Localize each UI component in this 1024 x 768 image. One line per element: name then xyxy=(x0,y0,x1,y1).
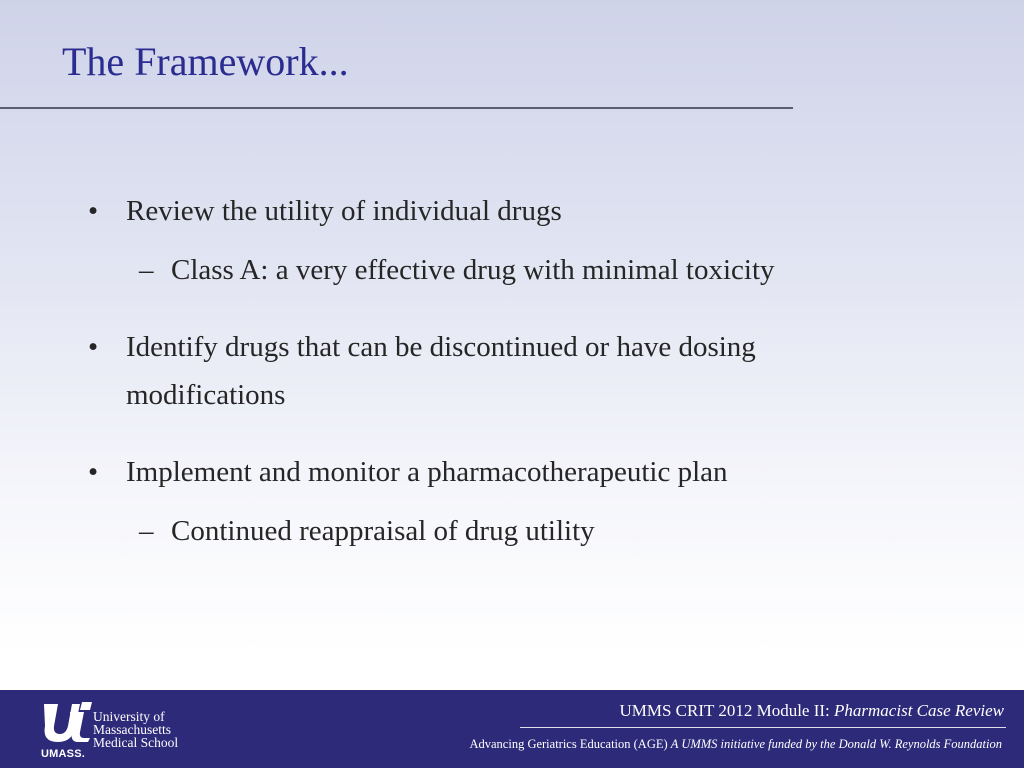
logo-line-1: University of xyxy=(93,709,165,724)
sub-bullet-marker: – xyxy=(139,515,154,547)
sub-bullet-item: Class A: a very effective drug with minimal toxicity xyxy=(171,254,775,286)
sub-bullet-item: Continued reappraisal of drug utility xyxy=(171,515,595,547)
logo-brand: UMASS. xyxy=(41,748,85,760)
bullet-item: Review the utility of individual drugs xyxy=(126,195,562,227)
bullet-marker: • xyxy=(88,195,99,227)
course-title-text: UMMS CRIT 2012 Module II: xyxy=(619,701,835,720)
course-title-italic: Pharmacist Case Review xyxy=(834,701,1004,720)
bullet-marker: • xyxy=(88,456,99,488)
slide-title: The Framework... xyxy=(62,39,349,84)
footer-tagline xyxy=(469,737,1002,752)
logo-line-2: Massachusetts xyxy=(93,722,171,737)
tagline-italic: A UMMS initiative funded by the Donald W. Reynolds Foundation xyxy=(670,737,1002,751)
umass-logo-mark-icon xyxy=(40,698,94,744)
sub-bullet-marker: – xyxy=(139,254,154,286)
umass-logo xyxy=(40,698,190,760)
tagline-text: Advancing Geriatrics Education (AGE) xyxy=(469,737,671,751)
bullet-item: Identify drugs that can be discontinued or have dosing xyxy=(126,331,756,363)
course-title xyxy=(619,701,1004,721)
footer-bar xyxy=(0,690,1024,768)
logo-wordmark xyxy=(93,710,178,749)
bullet-item-continuation: modifications xyxy=(126,379,286,411)
bullet-marker: • xyxy=(88,331,99,363)
logo-line-3: Medical School xyxy=(93,735,179,750)
bullet-item: Implement and monitor a pharmacotherapeutic plan xyxy=(126,456,728,488)
footer-divider xyxy=(520,727,1006,728)
